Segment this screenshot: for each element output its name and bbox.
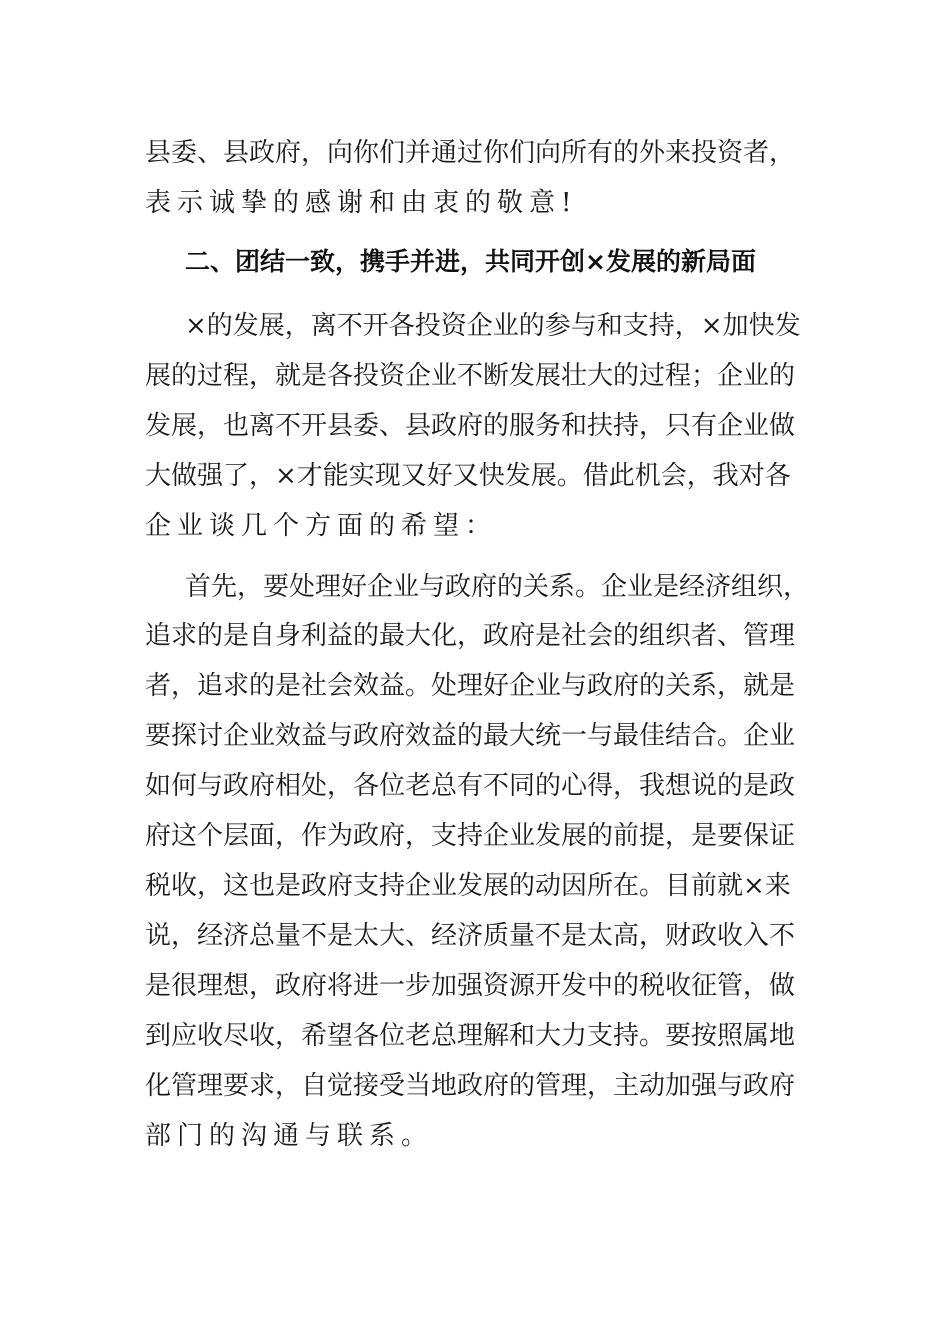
intro-line: 表示诚挚的感谢和由衷的敬意! — [145, 188, 578, 218]
paragraph-line: 大做强了，×才能实现又好又快发展。借此机会，我对各 — [145, 461, 791, 491]
paragraph-line: 到应收尽收，希望各位老总理解和大力支持。要按照属地 — [145, 1021, 796, 1051]
intro-line: 县委、县政府，向你们并通过你们向所有的外来投资者， — [145, 138, 796, 168]
section-heading: 二、团结一致，携手并进，共同开创×发展的新局面 — [185, 247, 756, 276]
paragraph-line: 首先，要处理好企业与政府的关系。企业是经济组织， — [185, 572, 810, 602]
paragraph-line: 如何与政府相处，各位老总有不同的心得，我想说的是政 — [145, 771, 796, 801]
paragraph-line: 说，经济总量不是太大、经济质量不是太高，财政收入不 — [145, 921, 796, 951]
paragraph-line: 税收，这也是政府支持企业发展的动因所在。目前就×来 — [145, 871, 791, 901]
paragraph-line: 追求的是自身利益的最大化，政府是社会的组织者、管理 — [145, 621, 796, 651]
paragraph-line: 者，追求的是社会效益。处理好企业与政府的关系，就是 — [145, 671, 796, 701]
paragraph-line: 化管理要求，自觉接受当地政府的管理，主动加强与政府 — [145, 1071, 796, 1101]
paragraph-line: 展的过程，就是各投资企业不断发展壮大的过程；企业的 — [145, 361, 796, 391]
paragraph-line: 发展，也离不开县委、县政府的服务和扶持，只有企业做 — [145, 411, 796, 441]
paragraph-line: 部门的沟通与联系。 — [145, 1121, 434, 1151]
paragraph-line: 府这个层面，作为政府，支持企业发展的前提，是要保证 — [145, 821, 796, 851]
paragraph-line: 企业谈几个方面的希望： — [145, 511, 498, 541]
paragraph-line: 是很理想，政府将进一步加强资源开发中的税收征管，做 — [145, 971, 796, 1001]
paragraph-line: 要探讨企业效益与政府效益的最大统一与最佳结合。企业 — [145, 721, 796, 751]
paragraph-line: ×的发展，离不开各投资企业的参与和支持，×加快发 — [185, 311, 801, 341]
